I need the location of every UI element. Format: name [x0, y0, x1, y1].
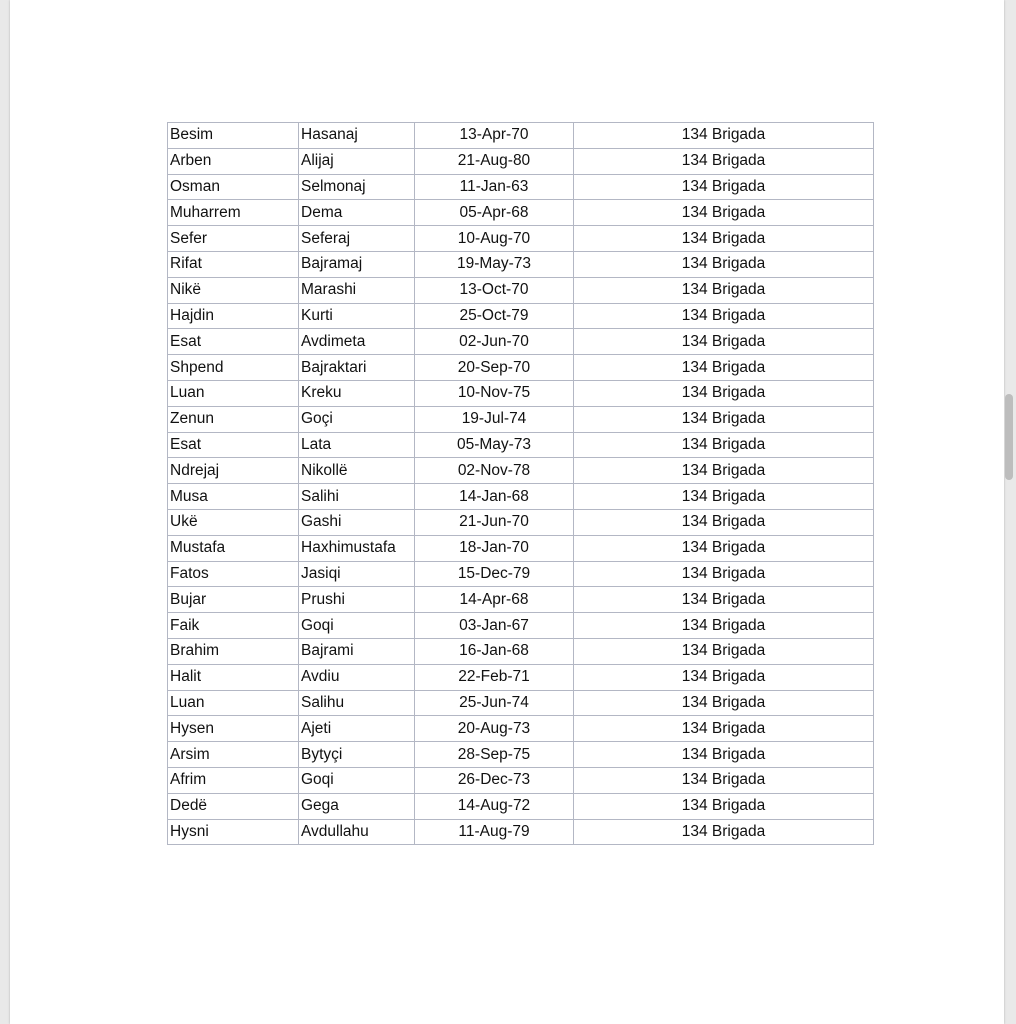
last-name-cell: Bajramaj	[299, 251, 415, 277]
table-row	[168, 716, 874, 742]
last-name-cell: Alijaj	[299, 148, 415, 174]
birth-date-cell: 11-Jan-63	[415, 174, 574, 200]
unit-cell: 134 Brigada	[574, 613, 874, 639]
table-row	[168, 535, 874, 561]
last-name-cell: Haxhimustafa	[299, 535, 415, 561]
first-name-cell: Fatos	[168, 561, 299, 587]
birth-date-cell: 10-Aug-70	[415, 226, 574, 252]
unit-cell: 134 Brigada	[574, 355, 874, 381]
unit-cell: 134 Brigada	[574, 742, 874, 768]
birth-date-cell: 20-Sep-70	[415, 355, 574, 381]
birth-date-cell: 10-Nov-75	[415, 380, 574, 406]
table-row	[168, 690, 874, 716]
table-row	[168, 484, 874, 510]
table-row	[168, 123, 874, 149]
last-name-cell: Bajraktari	[299, 355, 415, 381]
first-name-cell: Esat	[168, 432, 299, 458]
document-page	[10, 0, 1004, 1024]
table-row	[168, 303, 874, 329]
last-name-cell: Nikollë	[299, 458, 415, 484]
unit-cell: 134 Brigada	[574, 793, 874, 819]
first-name-cell: Musa	[168, 484, 299, 510]
unit-cell: 134 Brigada	[574, 561, 874, 587]
table-row	[168, 458, 874, 484]
birth-date-cell: 05-Apr-68	[415, 200, 574, 226]
unit-cell: 134 Brigada	[574, 484, 874, 510]
last-name-cell: Avdiu	[299, 664, 415, 690]
first-name-cell: Arsim	[168, 742, 299, 768]
table-row	[168, 174, 874, 200]
table-row	[168, 561, 874, 587]
first-name-cell: Hysni	[168, 819, 299, 845]
birth-date-cell: 25-Oct-79	[415, 303, 574, 329]
birth-date-cell: 11-Aug-79	[415, 819, 574, 845]
last-name-cell: Ajeti	[299, 716, 415, 742]
table-row	[168, 509, 874, 535]
birth-date-cell: 03-Jan-67	[415, 613, 574, 639]
last-name-cell: Hasanaj	[299, 123, 415, 149]
table-row	[168, 432, 874, 458]
unit-cell: 134 Brigada	[574, 251, 874, 277]
birth-date-cell: 19-Jul-74	[415, 406, 574, 432]
last-name-cell: Dema	[299, 200, 415, 226]
last-name-cell: Goqi	[299, 767, 415, 793]
roster-table	[167, 122, 874, 845]
first-name-cell: Faik	[168, 613, 299, 639]
table-row	[168, 277, 874, 303]
last-name-cell: Goqi	[299, 613, 415, 639]
last-name-cell: Prushi	[299, 587, 415, 613]
table-row	[168, 251, 874, 277]
birth-date-cell: 13-Apr-70	[415, 123, 574, 149]
first-name-cell: Hajdin	[168, 303, 299, 329]
birth-date-cell: 18-Jan-70	[415, 535, 574, 561]
table-row	[168, 819, 874, 845]
first-name-cell: Osman	[168, 174, 299, 200]
birth-date-cell: 20-Aug-73	[415, 716, 574, 742]
last-name-cell: Bytyçi	[299, 742, 415, 768]
first-name-cell: Luan	[168, 690, 299, 716]
first-name-cell: Nikë	[168, 277, 299, 303]
unit-cell: 134 Brigada	[574, 535, 874, 561]
first-name-cell: Besim	[168, 123, 299, 149]
table-row	[168, 613, 874, 639]
first-name-cell: Esat	[168, 329, 299, 355]
table-row	[168, 406, 874, 432]
birth-date-cell: 21-Aug-80	[415, 148, 574, 174]
first-name-cell: Rifat	[168, 251, 299, 277]
unit-cell: 134 Brigada	[574, 277, 874, 303]
unit-cell: 134 Brigada	[574, 458, 874, 484]
first-name-cell: Hysen	[168, 716, 299, 742]
birth-date-cell: 16-Jan-68	[415, 638, 574, 664]
last-name-cell: Jasiqi	[299, 561, 415, 587]
first-name-cell: Zenun	[168, 406, 299, 432]
table-row	[168, 767, 874, 793]
unit-cell: 134 Brigada	[574, 148, 874, 174]
last-name-cell: Gashi	[299, 509, 415, 535]
first-name-cell: Shpend	[168, 355, 299, 381]
last-name-cell: Lata	[299, 432, 415, 458]
roster-table-body	[168, 123, 874, 845]
last-name-cell: Gega	[299, 793, 415, 819]
table-row	[168, 793, 874, 819]
birth-date-cell: 21-Jun-70	[415, 509, 574, 535]
table-row	[168, 742, 874, 768]
birth-date-cell: 14-Jan-68	[415, 484, 574, 510]
last-name-cell: Salihi	[299, 484, 415, 510]
first-name-cell: Halit	[168, 664, 299, 690]
table-row	[168, 329, 874, 355]
first-name-cell: Mustafa	[168, 535, 299, 561]
first-name-cell: Sefer	[168, 226, 299, 252]
first-name-cell: Luan	[168, 380, 299, 406]
last-name-cell: Salihu	[299, 690, 415, 716]
unit-cell: 134 Brigada	[574, 406, 874, 432]
table-row	[168, 380, 874, 406]
unit-cell: 134 Brigada	[574, 638, 874, 664]
last-name-cell: Avdimeta	[299, 329, 415, 355]
first-name-cell: Brahim	[168, 638, 299, 664]
unit-cell: 134 Brigada	[574, 690, 874, 716]
birth-date-cell: 05-May-73	[415, 432, 574, 458]
birth-date-cell: 28-Sep-75	[415, 742, 574, 768]
birth-date-cell: 25-Jun-74	[415, 690, 574, 716]
last-name-cell: Goçi	[299, 406, 415, 432]
birth-date-cell: 15-Dec-79	[415, 561, 574, 587]
birth-date-cell: 02-Jun-70	[415, 329, 574, 355]
unit-cell: 134 Brigada	[574, 380, 874, 406]
last-name-cell: Bajrami	[299, 638, 415, 664]
table-row	[168, 148, 874, 174]
first-name-cell: Arben	[168, 148, 299, 174]
vertical-scrollbar-thumb[interactable]	[1005, 394, 1013, 480]
birth-date-cell: 22-Feb-71	[415, 664, 574, 690]
unit-cell: 134 Brigada	[574, 716, 874, 742]
table-row	[168, 587, 874, 613]
unit-cell: 134 Brigada	[574, 329, 874, 355]
unit-cell: 134 Brigada	[574, 432, 874, 458]
first-name-cell: Bujar	[168, 587, 299, 613]
table-row	[168, 200, 874, 226]
unit-cell: 134 Brigada	[574, 767, 874, 793]
first-name-cell: Dedë	[168, 793, 299, 819]
unit-cell: 134 Brigada	[574, 226, 874, 252]
last-name-cell: Selmonaj	[299, 174, 415, 200]
table-row	[168, 355, 874, 381]
table-row	[168, 638, 874, 664]
first-name-cell: Muharrem	[168, 200, 299, 226]
table-row	[168, 664, 874, 690]
birth-date-cell: 02-Nov-78	[415, 458, 574, 484]
first-name-cell: Ndrejaj	[168, 458, 299, 484]
last-name-cell: Kurti	[299, 303, 415, 329]
birth-date-cell: 26-Dec-73	[415, 767, 574, 793]
unit-cell: 134 Brigada	[574, 123, 874, 149]
table-row	[168, 226, 874, 252]
unit-cell: 134 Brigada	[574, 819, 874, 845]
birth-date-cell: 14-Apr-68	[415, 587, 574, 613]
unit-cell: 134 Brigada	[574, 174, 874, 200]
unit-cell: 134 Brigada	[574, 587, 874, 613]
unit-cell: 134 Brigada	[574, 303, 874, 329]
last-name-cell: Seferaj	[299, 226, 415, 252]
unit-cell: 134 Brigada	[574, 200, 874, 226]
birth-date-cell: 19-May-73	[415, 251, 574, 277]
first-name-cell: Ukë	[168, 509, 299, 535]
last-name-cell: Marashi	[299, 277, 415, 303]
last-name-cell: Kreku	[299, 380, 415, 406]
birth-date-cell: 13-Oct-70	[415, 277, 574, 303]
unit-cell: 134 Brigada	[574, 509, 874, 535]
last-name-cell: Avdullahu	[299, 819, 415, 845]
unit-cell: 134 Brigada	[574, 664, 874, 690]
first-name-cell: Afrim	[168, 767, 299, 793]
birth-date-cell: 14-Aug-72	[415, 793, 574, 819]
